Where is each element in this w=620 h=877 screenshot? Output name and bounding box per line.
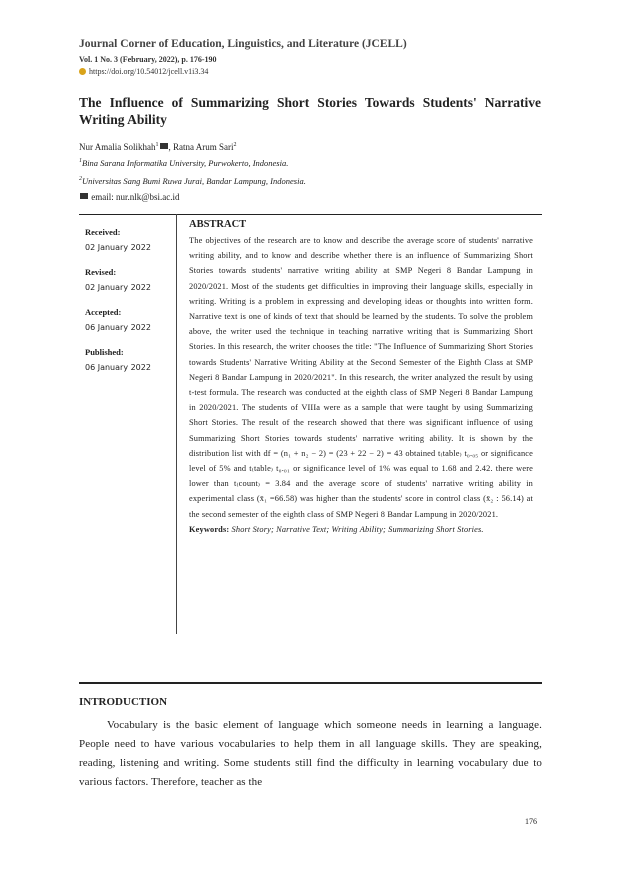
published-date: 06 January 2022 (85, 363, 151, 372)
introduction-heading: INTRODUCTION (79, 696, 168, 708)
author-sup-2: 2 (233, 142, 237, 148)
doi-icon (79, 68, 86, 75)
email-line (79, 192, 180, 202)
keywords-text: Short Story; Narrative Text; Writing Ability; Summarizing Short Stories. (231, 524, 484, 534)
accepted-label: Accepted: (85, 307, 122, 317)
divider-bottom (79, 682, 542, 684)
revised-date: 02 January 2022 (85, 283, 151, 292)
affiliation-2 (79, 176, 306, 186)
doi-link[interactable]: https://doi.org/10.54012/jcell.v1i3.34 (89, 67, 209, 76)
mail-icon (80, 193, 88, 199)
accepted-date: 06 January 2022 (85, 323, 151, 332)
published-label: Published: (85, 347, 124, 357)
affiliation-text-2: Universitas Sang Bumi Ruwa Jurai, Bandar Lampung, Indonesia. (82, 176, 306, 186)
doi-line[interactable] (79, 67, 208, 76)
affiliation-sup-1: 1 (79, 158, 82, 165)
abstract-body: The objectives of the research are to know and describe the average score of students' narrative writing ability, and to know and describe whether there is an influence of Summarizing Short Stories towards students' narrative writing ability at SMP Negeri 8 Bandar Lampung in 2020/2021. Most of the students get difficulties in improving their language skills, especially in writing. Writing is a problem in expressing and developing ideas or thoughts into written form. Narrative text is one of kinds of text that should be learned by the students. To solve the problem above, the writer used the technique in teaching narrative writing that is Summarizing Short Stories. In this research, the writer chooses the title: "The Influence of Summarizing Short Stories towards Students' Narrative Writing Ability at the Second Semester of the Eighth Class at SMP Negeri 8 Bandar Lampung in 2020/2021". In this research, the writer analyzed the result by using t-test formula. The research was conducted at the eighth class of SMP Negeri 8 Bandar Lampung in 2020/2021. The students of VIIIa were as a sample that were taught by using Summarizing Short Stories. The result of the research showed that there was significant influence of using Summarizing Short Stories towards students' narrative writing ability. It is shown by the distribution list with df = (n₁ + n₂ − 2) = (23 + 22 − 2) = 43 obtained t₍table₎ t₀.₀₅ or significance level of 5% and t₍table₎ t₀.₀₁ or significance level of 1% was equal to 1.68 and 2.42. there were lower than t₍count₎ = 3.84 and the average score of students' narrative writing ability in experimental class (x̄₁ =66.58) was higher than the students' score in control class (x̄₂ : 56.14) at the second semester of the eighth class of SMP Negeri 8 Bandar Lampung in 2020/2021. (189, 236, 533, 519)
abstract-heading: ABSTRACT (189, 219, 247, 230)
introduction-body: Vocabulary is the basic element of language which someone needs in learning a language. People need to have various vocabularies to help them in all language skills. They are speaking, reading, listening and writing. Some students still find the difficulty in learning vocabulary due to various factors. Therefore, teacher as the (79, 719, 542, 788)
revised-label: Revised: (85, 267, 117, 277)
article-dates (85, 226, 171, 386)
received-date: 02 January 2022 (85, 243, 151, 252)
column-divider (176, 214, 177, 634)
mail-icon (160, 143, 168, 149)
journal-name: Journal Corner of Education, Linguistics, and Literature (JCELL) (79, 38, 407, 50)
page-number: 176 (525, 817, 537, 826)
affiliation-1 (79, 158, 288, 168)
affiliation-sup-2: 2 (79, 176, 82, 183)
author-sup-1: 1 (155, 142, 159, 148)
volume-info: Vol. 1 No. 3 (February, 2022), p. 176-190 (79, 55, 217, 64)
author-name-1: Nur Amalia Solikhah (79, 142, 156, 152)
paper-title: The Influence of Summarizing Short Stories Towards Students' Narrative Writing Ability (79, 95, 541, 127)
author-name-2: Ratna Arum Sari (173, 142, 234, 152)
affiliation-text-1: Bina Sarana Informatika University, Purwokerto, Indonesia. (82, 158, 289, 168)
received-label: Received: (85, 227, 121, 237)
email-text[interactable]: email: nur.nlk@bsi.ac.id (91, 192, 180, 202)
divider-top (79, 214, 542, 215)
author-line: Nur Amalia Solikhah$^1$ , Ratna Arum Sari$^2$ (79, 142, 237, 152)
abstract-section (189, 233, 533, 537)
keywords-label: Keywords: (189, 524, 230, 534)
